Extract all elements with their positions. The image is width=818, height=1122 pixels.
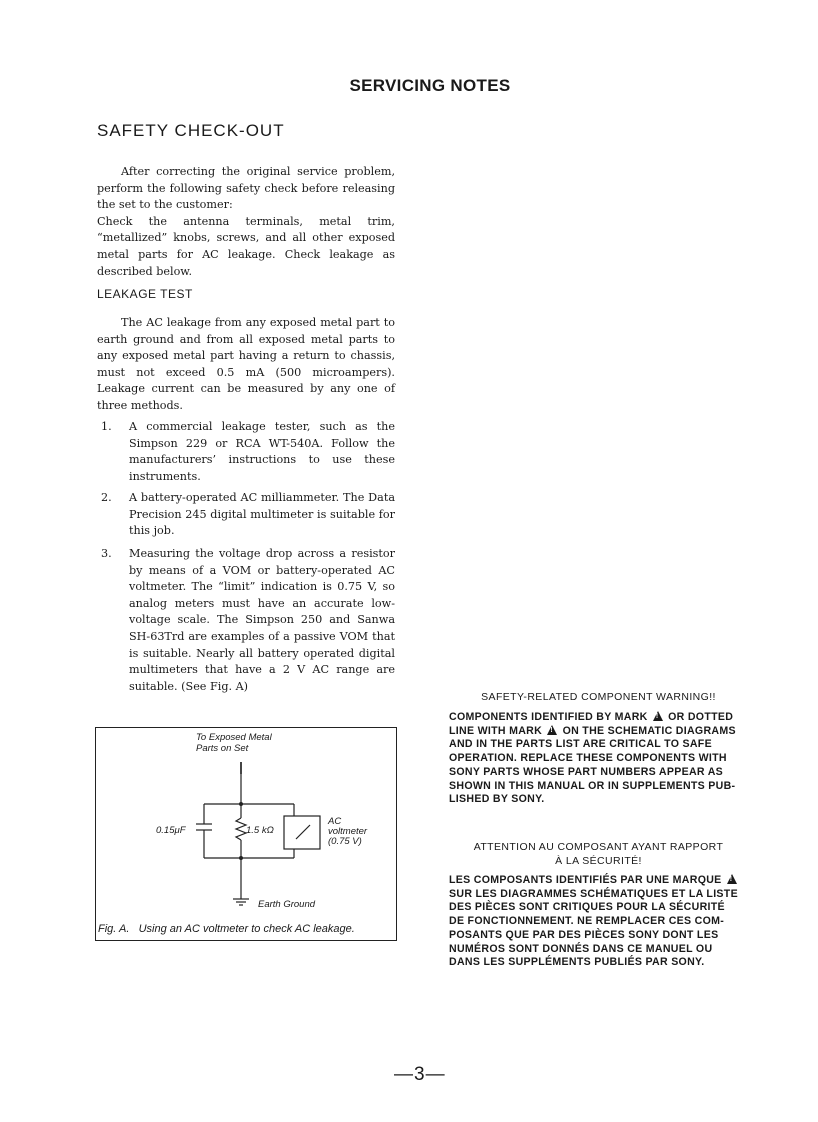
warning-line: SONY PARTS WHOSE PART NUMBERS APPEAR AS — [449, 765, 724, 778]
resistor-label: 1.5 kΩ — [246, 825, 274, 836]
figure-caption-text: Using an AC voltmeter to check AC leakage. — [138, 923, 355, 935]
leakage-test-paragraph: The AC leakage from any exposed metal part to earth ground and from all exposed metal parts to any exposed metal part having a return to chassis, must not exceed 0.5 mA (500 microampers). Leakage current can be measured by any one of three methods. — [97, 316, 395, 412]
junction-dot — [239, 856, 243, 860]
warning-line: DES PIÈCES SONT CRITIQUES POUR LA SÉCURITÉ — [449, 901, 725, 914]
french-warning-heading-1: ATTENTION AU COMPOSANT AYANT RAPPORT — [473, 841, 724, 853]
warning-line: POSANTS QUE PAR DES PIÈCES SONY DONT LES — [449, 928, 719, 941]
figure-caption-id: Fig. A. — [98, 923, 130, 935]
warning-line: SHOWN IN THIS MANUAL OR IN SUPPLEMENTS PUB- — [449, 779, 736, 792]
warning-triangle-icon — [547, 725, 557, 735]
warning-line: LINE WITH MARK ! ON THE SCHEMATIC DIAGRAMS — [449, 725, 748, 739]
figure-top-label-1: To Exposed Metal — [196, 732, 272, 743]
safety-warning-body — [449, 711, 748, 807]
warning-line: LISHED BY SONY. — [449, 793, 545, 806]
warning-line: COMPONENTS IDENTIFIED BY MARK ! OR DOTTED — [449, 711, 748, 725]
method-number: 1. — [101, 420, 112, 433]
warning-triangle-icon — [727, 874, 737, 884]
method-text: A commercial leakage tester, such as the Simpson 229 or RCA WT-540A. Follow the manufacturers’ instructions to use these instruments. — [129, 420, 395, 483]
figure-caption — [98, 923, 355, 935]
figure-top-label-2: Parts on Set — [196, 743, 249, 754]
method-number: 3. — [101, 547, 112, 560]
warning-line: DE FONCTIONNEMENT. NE REMPLACER CES COM- — [449, 915, 725, 928]
method-text: Measuring the voltage drop across a resistor by means of a VOM or battery-operated AC voltmeter. The “limit” indication is 0.75 V, so analog meters must have an accurate low-voltage scale. The Simpson 250 and Sanwa SH-63Trd are examples of a passive VOM that is suitable. Nearly all battery operated digital multimeters that have a 2 V AC range are suitable. (See Fig. A) — [129, 547, 395, 693]
french-warning-heading-2: À LA SÉCURITÉ! — [555, 855, 642, 867]
warning-line: OPERATION. REPLACE THESE COMPONENTS WITH — [449, 752, 727, 765]
method-text: A battery-operated AC milliammeter. The Data Precision 245 digital multimeter is suitable for this job. — [129, 491, 395, 538]
page-number: —3— — [394, 1064, 446, 1085]
intro-text — [97, 164, 395, 280]
warning-line: SUR LES DIAGRAMMES SCHÉMATIQUES ET LA LISTE — [449, 887, 738, 900]
safety-warning-heading: SAFETY-RELATED COMPONENT WARNING!! — [481, 691, 716, 703]
warning-line: NUMÉROS SONT DONNÉS DANS CE MANUEL OU — [449, 942, 713, 955]
meter-label-3: (0.75 V) — [328, 836, 362, 847]
method-number: 2. — [101, 491, 112, 504]
ground-label: Earth Ground — [258, 899, 316, 910]
page-title: SERVICING NOTES — [349, 76, 511, 95]
warning-triangle-icon — [653, 711, 663, 721]
warning-line: AND IN THE PARTS LIST ARE CRITICAL TO SAFE — [449, 738, 712, 751]
warning-line: LES COMPOSANTS IDENTIFIÉS PAR UNE MARQUE ! — [449, 874, 748, 888]
capacitor-label: 0.15μF — [156, 825, 186, 836]
section-title: SAFETY CHECK-OUT — [97, 121, 285, 140]
warning-line: DANS LES SUPPLÉMENTS PUBLIÉS PAR SONY. — [449, 956, 705, 969]
junction-dot — [239, 802, 243, 806]
french-warning-body — [449, 874, 748, 970]
meter-label-1: AC — [328, 816, 342, 827]
leakage-test-title: LEAKAGE TEST — [97, 287, 193, 301]
figure-a — [95, 727, 397, 941]
intro-paragraph-2: Check the antenna terminals, metal trim, “metallized” knobs, screws, and all other exposed metal parts for AC leakage. Check leakage as described below. — [97, 214, 395, 278]
meter-label-2: voltmeter — [328, 826, 368, 837]
intro-paragraph-1: After correcting the original service problem, perform the following safety check before releasing the set to the customer: — [97, 165, 395, 212]
